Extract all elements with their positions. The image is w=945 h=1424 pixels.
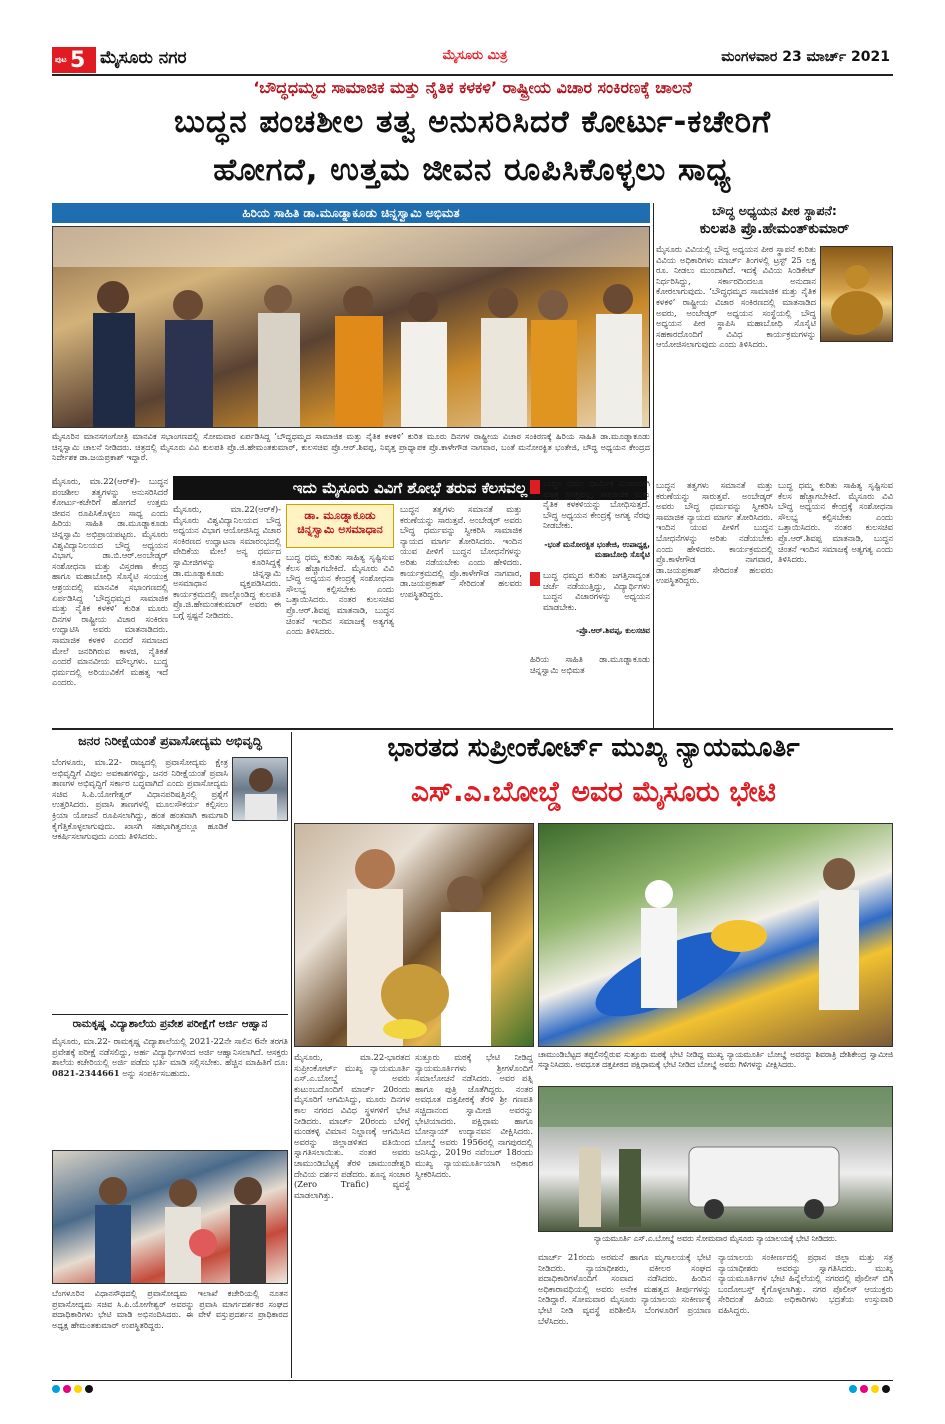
center-box-title-2: ಚಿನ್ನಸ್ವಾಮಿ ಅಸಮಾಧಾನ bbox=[297, 523, 383, 536]
lead-subhead: ಹಿರಿಯ ಸಾಹಿತಿ ಡಾ.ಮೂಡ್ನಾಕೂಡು ಚಿನ್ನಸ್ವಾಮಿ ಅಭಿಮತ bbox=[52, 203, 650, 223]
quote-mark-icon bbox=[530, 480, 540, 494]
cji-parrot-photo bbox=[538, 823, 893, 1047]
registration-marks-left bbox=[52, 1384, 96, 1394]
registration-dot bbox=[860, 1385, 868, 1393]
cji-headline-line1: ಭಾರತದ ಸುಪ್ರೀಂಕೋರ್ಟ್ ಮುಖ್ಯ ನ್ಯಾಯಮೂರ್ತಿ bbox=[387, 733, 800, 763]
cji-caption-1: ಚಾಮುಂಡಿಬೆಟ್ಟದ ತಪ್ಪಲಿನಲ್ಲಿರುವ ಸುತ್ತೂರು ಮಠಕ್ಕೆ ಭೇಟಿ ನೀಡಿದ್ದ ಮುಖ್ಯ ನ್ಯಾಯಮೂರ್ತಿ ಬೋಬ್ಡೆ ಅವರನ್ನು ಶಿವರಾತ್ರಿ ದೇಶಿಕೇಂದ್ರ ಸ್ವಾಮೀಜಿ ಸನ್ಮಾನಿಸಿದರು. ಅವಧೂತ ದತ್ತಪೀಠದ ಪಕ್ಷಿಧಾಮಕ್ಕೆ ಭೇಟಿ ನೀಡಿದ ಬೋಬ್ಡೆ ಅವರು ಗಿಳಿಗಳನ್ನು ವೀಕ್ಷಿಸಿದರು. bbox=[538, 1050, 893, 1069]
lead-headline-line2: ಹೋಗದೆ, ಉತ್ತಮ ಜೀವನ ರೂಪಿಸಿಕೊಳ್ಳಲು ಸಾಧ್ಯ bbox=[213, 152, 732, 188]
people-greeting-icon bbox=[53, 1151, 288, 1284]
cji-court-photo bbox=[538, 1086, 893, 1232]
side-story-headline-2: ಕುಲಪತಿ ಪ್ರೊ.ಹೇಮಂತ್‌ಕುಮಾರ್ bbox=[699, 221, 850, 237]
quote-1-text: ಬುದ್ಧನ ಧರ್ಮ ಧಾರ್ಮಿಕ ವಿಚಾರವಾಗಿ ಮಾತ್ರ ಪ್ರಸಕ್ತವಲ್ಲ, ಸಾಮಾಜಿಕ ಮತ್ತು ನೈತಿಕ ಕಳಕಳಿಯನ್ನು ಬೋಧಿಸುತ್ತದೆ. ಬೌದ್ಧ ಅಧ್ಯಯನ ಕೇಂದ್ರಕ್ಕೆ ಅಗತ್ಯ ನೆರವು ನೀಡಬೇಕು. bbox=[543, 478, 650, 531]
people-felicitation-icon bbox=[295, 824, 534, 1047]
paper-name: ಮೈಸೂರು ಮಿತ್ರ bbox=[442, 48, 508, 63]
greeting-photo bbox=[52, 1150, 288, 1284]
mid-strip-headline: ಇದು ಮೈಸೂರು ವಿವಿಗೆ ಶೋಭೆ ತರುವ ಕೆಲಸವಲ್ಲ bbox=[173, 476, 647, 500]
lead-kicker: ‘ಬೌದ್ಧಧಮ್ಮದ ಸಾಮಾಜಿಕ ಮತ್ತು ನೈತಿಕ ಕಳಕಳಿ’ ರಾಷ್ಟ್ರೀಯ ವಿಚಾರ ಸಂಕಿರಣಕ್ಕೆ ಚಾಲನೆ bbox=[253, 78, 692, 97]
tourism-headline: ಜನರ ನಿರೀಕ್ಷೆಯಂತೆ ಪ್ರವಾಸೋದ್ಯಮ ಅಭಿವೃದ್ಧಿ bbox=[78, 733, 262, 748]
tourism-body: ಬೆಂಗಳೂರು, ಮಾ.22- ರಾಜ್ಯದಲ್ಲಿ ಪ್ರವಾಸೋದ್ಯಮ ಕ್ಷೇತ್ರ ಅಭಿವೃದ್ಧಿಗೆ ವಿಪುಲ ಅವಕಾಶಗಳಿದ್ದು, ಜನರ ನಿರೀಕ್ಷೆಯಂತೆ ಪ್ರವಾಸಿ ತಾಣಗಳ ಅಭಿವೃದ್ಧಿಗೆ ಸರ್ಕಾರ ಬದ್ಧವಾಗಿದೆ ಎಂದು ಪ್ರವಾಸೋದ್ಯಮ ಸಚಿವ ಸಿ.ಪಿ.ಯೋಗೇಶ್ವರ್ ವಿಧಾನಪರಿಷತ್ತಿನಲ್ಲಿ ಪ್ರಶ್ನೆಗೆ ಉತ್ತರಿಸಿದರು. ಪ್ರವಾಸಿ ತಾಣಗಳಲ್ಲಿ ಮೂಲಸೌಕರ್ಯ ಕಲ್ಪಿಸಲು ಕ್ರಿಯಾ ಯೋಜನೆ ರೂಪಿಸಲಾಗಿದ್ದು, ಹಂತ ಹಂತವಾಗಿ ಕಾಮಗಾರಿ ಕೈಗೆತ್ತಿಕೊಳ್ಳಲಾಗುವುದು. ಖಾಸಗಿ ಸಹಭಾಗಿತ್ವದಲ್ಲೂ ಹೂಡಿಕೆ ಆಕರ್ಷಿಸಲಾಗುವುದು ಎಂದು ತಿಳಿಸಿದರು. bbox=[52, 757, 228, 842]
quote-2-attribution: -ಪ್ರೊ.ಆರ್.ಶಿವಪ್ಪ, ಕುಲಸಚಿವ bbox=[575, 626, 650, 635]
quote-continuation: ಹಿರಿಯ ಸಾಹಿತಿ ಡಾ.ಮೂಡ್ನಾಕೂಡು ಚಿನ್ನಸ್ವಾಮಿ ಅಭಿಮತ bbox=[530, 654, 650, 675]
quote-mark-icon bbox=[530, 572, 540, 586]
registration-dot bbox=[849, 1385, 857, 1393]
quote-1-attribution: -ಭಂತೆ ಮನೋರಕ್ಖಿತ ಭಂತೇಜಿ, ಉಪಾಧ್ಯಕ್ಷ, ಮಹಾಬೋಧಿ ಸೊಸೈಟಿ bbox=[544, 540, 650, 559]
registration-dot bbox=[871, 1385, 879, 1393]
rk-headline: ರಾಮಕೃಷ್ಣ ವಿದ್ಯಾಶಾಲೆಯ ಪ್ರವೇಶ ಪರೀಕ್ಷೆಗೆ ಅರ್ಜಿ ಆಹ್ವಾನ bbox=[52, 1014, 288, 1032]
registration-dot bbox=[52, 1385, 60, 1393]
registration-dot bbox=[882, 1385, 890, 1393]
side-story-headline-1: ಬೌದ್ಧ ಅಧ್ಯಯನ ಪೀಠ ಸ್ಥಾಪನೆ: bbox=[712, 203, 837, 218]
lead-headline-line1: ಬುದ್ಧನ ಪಂಚಶೀಲ ತತ್ವ ಅನುಸರಿಸಿದರೆ ಕೋರ್ಟು-ಕಚೇರಿಗೆ bbox=[173, 104, 772, 140]
registration-dot bbox=[74, 1385, 82, 1393]
lead-photo-inauguration bbox=[52, 226, 650, 428]
quote-box-2 bbox=[530, 570, 650, 650]
center-box-title-1: ಡಾ. ಮೂಡ್ನಾಕೂಡು bbox=[304, 509, 376, 522]
cji-caption-2: ನ್ಯಾಯಮೂರ್ತಿ ಎಸ್.ಎ.ಬೋಬ್ಡೆ ಅವರು ಸೋಮವಾರ ಮೈಸೂರು ನ್ಯಾಯಾಲಯಕ್ಕೆ ಭೇಟಿ ನೀಡಿದರು. bbox=[593, 1234, 838, 1243]
column-rule bbox=[653, 203, 654, 728]
side-story-body: ಮೈಸೂರು ವಿವಿಯಲ್ಲಿ ಬೌದ್ಧ ಅಧ್ಯಯನ ಪೀಠ ಸ್ಥಾಪನೆ ಕುರಿತು ವಿವಿಯ ಅಧಿಕಾರಿಗಳು ಮಾರ್ಚ್ ತಿಂಗಳಲ್ಲಿ ಟ್ರಸ್ಟ್ 25 ಲಕ್ಷ ರೂ. ನೀಡಲು ಮುಂದಾಗಿದೆ. ಇದಕ್ಕೆ ವಿವಿಯ ಸಿಂಡಿಕೇಟ್ ನಿರ್ಧರಿಸಿದ್ದು, ಸರ್ಕಾರದಿಂದಲೂ ಅನುದಾನ ಕೋರಲಾಗುವುದು. ‘ಬೌದ್ಧಧಮ್ಮದ ಸಾಮಾಜಿಕ ಮತ್ತು ನೈತಿಕ ಕಳಕಳಿ’ ರಾಷ್ಟ್ರೀಯ ವಿಚಾರ ಸಂಕಿರಣದಲ್ಲಿ ಮಾತನಾಡಿದ ಅವರು, ಅಂಬೇಡ್ಕರ್ ಅಧ್ಯಯನ ಸಂಸ್ಥೆಯಲ್ಲಿ ಬೌದ್ಧ ಅಧ್ಯಯನ ಪೀಠ ಸ್ಥಾಪಿಸಿ ಮಹಾಬೋಧಿ ಸೊಸೈಟಿ ಸಹಕಾರದೊಂದಿಗೆ ವಿವಿಧ ಕಾರ್ಯಕ್ರಮಗಳನ್ನು ಆಯೋಜಿಸಲಾಗುವುದು ಎಂದು ತಿಳಿಸಿದರು. bbox=[656, 244, 816, 350]
rk-body-end: ಅನ್ನು ಸಂಪರ್ಕಿಸಬಹುದು. bbox=[122, 1067, 190, 1078]
page-number-badge bbox=[52, 47, 96, 73]
section-divider bbox=[52, 728, 893, 730]
cji-col-1: ಮೈಸೂರು, ಮಾ.22-ಭಾರತದ ಸುಪ್ರೀಂಕೋರ್ಟ್ ಮುಖ್ಯ ನ್ಯಾಯಮೂರ್ತಿ ಎಸ್.ಎ.ಬೋಬ್ಡೆ ಅವರು ಕುಟುಂಬದೊಂದಿಗೆ ಮಾರ್ಚ್ 20ರಂದು ಮೈಸೂರಿಗೆ ಆಗಮಿಸಿದ್ದು, ಮೂರು ದಿನಗಳ ಕಾಲ ನಗರದ ವಿವಿಧ ಸ್ಥಳಗಳಿಗೆ ಭೇಟಿ ನೀಡಿದರು. ಮಾರ್ಚ್ 20ರಂದು ಬೆಳಿಗ್ಗೆ ಮಂಡಕಳ್ಳಿ ವಿಮಾನ ನಿಲ್ದಾಣಕ್ಕೆ ಆಗಮಿಸಿದ ಅವರನ್ನು ಜಿಲ್ಲಾಡಳಿತದ ವತಿಯಿಂದ ಸ್ವಾಗತಿಸಲಾಯಿತು. ನಂತರ ಅವರು ಚಾಮುಂಡಿಬೆಟ್ಟಕ್ಕೆ ತೆರಳಿ ಚಾಮುಂಡೇಶ್ವರಿ ದೇವಿಯ ದರ್ಶನ ಪಡೆದರು. ಶೂನ್ಯ ಸಂಚಾರ (Zero Trafic) ವ್ಯವಸ್ಥೆ ಮಾಡಲಾಗಿತ್ತು. bbox=[294, 1052, 410, 1200]
greeting-caption: ಬೆಂಗಳೂರಿನ ವಿಧಾನಸೌಧದಲ್ಲಿ ಪ್ರವಾಸೋದ್ಯಮ ಇಲಾಖೆ ಕಚೇರಿಯಲ್ಲಿ ನೂತನ ಪ್ರವಾಸೋದ್ಯಮ ಸಚಿವ ಸಿ.ಪಿ.ಯೋಗೇಶ್ವರ್ ಅವರನ್ನು ಪ್ರವಾಸಿ ಮಾರ್ಗದರ್ಶಕರ ಸಂಘದ ಪದಾಧಿಕಾರಿಗಳು ಭೇಟಿ ಮಾಡಿ ಅಭಿನಂದಿಸಿದರು. ಈ ವೇಳೆ ವಸ್ತುಪ್ರದರ್ಶನ ಪ್ರಾಧಿಕಾರದ ಅಧ್ಯಕ್ಷ ಹೇಮಂತಕುಮಾರ್ ಉಪಸ್ಥಿತರಿದ್ದರು. bbox=[52, 1288, 288, 1330]
person-icon bbox=[233, 758, 288, 821]
registration-dot bbox=[63, 1385, 71, 1393]
center-article-body: ಮೈಸೂರು, ಮಾ.22(ಆರ್‌ಕೆ)- ಮೈಸೂರು ವಿಶ್ವವಿದ್ಯಾನಿಲಯದ ಬೌದ್ಧ ಅಧ್ಯಯನ ವಿಭಾಗ ಆಯೋಜಿಸಿದ್ದ ವಿಚಾರ ಸಂಕಿರಣದ ಉದ್ಘಾಟನಾ ಸಮಾರಂಭದಲ್ಲಿ ವೇದಿಕೆಯ ಮೇಲೆ ಅನ್ಯ ಧರ್ಮದ ಸ್ವಾಮೀಜಿಗಳನ್ನು ಕೂರಿಸಿದ್ದಕ್ಕೆ ಡಾ.ಮೂಡ್ನಾಕೂಡು ಚಿನ್ನಸ್ವಾಮಿ ಅಸಮಾಧಾನ ವ್ಯಕ್ತಪಡಿಸಿದರು. ಕಾರ್ಯಕ್ರಮದಲ್ಲಿ ಪಾಲ್ಗೊಂಡಿದ್ದ ಕುಲಪತಿ ಪ್ರೊ.ಜಿ.ಹೇಮಂತಕುಮಾರ್ ಅವರು ಈ ಬಗ್ಗೆ ಸ್ಪಷ್ಟನೆ ನೀಡಿದರು. bbox=[173, 504, 281, 620]
cji-felicitation-photo bbox=[294, 823, 534, 1047]
buddha-icon bbox=[821, 247, 893, 342]
buddha-statue-photo bbox=[820, 246, 893, 342]
rk-body bbox=[52, 1036, 288, 1146]
quote-2-text: ಬುದ್ಧ ಧಮ್ಮದ ಕುರಿತು ಜಗತ್ತಿನಾದ್ಯಂತ ಚರ್ಚೆ ನಡೆಯುತ್ತಿದ್ದು, ವಿದ್ಯಾರ್ಥಿಗಳು ಬುದ್ಧನ ವಿಚಾರಗಳನ್ನು ಅಧ್ಯಯನ ಮಾಡಬೇಕು. bbox=[543, 570, 650, 612]
footer-rule bbox=[52, 1380, 893, 1381]
center-box bbox=[286, 504, 394, 548]
issue-date: ಮಂಗಳವಾರ 23 ಮಾರ್ಚ್ 2021 bbox=[721, 49, 890, 65]
center-article-body-3: ಬುದ್ಧನ ತತ್ವಗಳು ಸಮಾನತೆ ಮತ್ತು ಕರುಣೆಯನ್ನು ಸಾರುತ್ತವೆ. ಅಂಬೇಡ್ಕರ್ ಅವರು ಬೌದ್ಧ ಧರ್ಮವನ್ನು ಸ್ವೀಕರಿಸಿ ಸಾಮಾಜಿಕ ನ್ಯಾಯದ ಮಾರ್ಗ ತೋರಿಸಿದರು. ಇಂದಿನ ಯುವ ಪೀಳಿಗೆ ಬುದ್ಧನ ಬೋಧನೆಗಳನ್ನು ಅರಿತು ನಡೆಯಬೇಕು ಎಂದು ಹೇಳಿದರು. ಕಾರ್ಯಕ್ರಮದಲ್ಲಿ ಪ್ರೊ.ಕಾಳೇಗೌಡ ನಾಗವಾರ, ಡಾ.ಜಯಪ್ರಕಾಶ್ ಸೇರಿದಂತೆ ಹಲವರು ಉಪಸ್ಥಿತರಿದ್ದರು. bbox=[400, 504, 522, 599]
quote-box-1 bbox=[530, 478, 650, 566]
rk-phone: 0821-2344661 bbox=[52, 1067, 120, 1078]
page-number: 5 bbox=[70, 48, 86, 73]
rk-body-text: ಮೈಸೂರು, ಮಾ.22- ರಾಮಕೃಷ್ಣ ವಿದ್ಯಾಶಾಲೆಯಲ್ಲಿ 2021-22ನೇ ಸಾಲಿನ 6ನೇ ತರಗತಿ ಪ್ರವೇಶಕ್ಕೆ ಪರೀಕ್ಷೆ ನಡೆಸಲಿದ್ದು, ಅರ್ಹ ವಿದ್ಯಾರ್ಥಿಗಳಿಂದ ಅರ್ಜಿ ಆಹ್ವಾನಿಸಲಾಗಿದೆ. ಆಸಕ್ತರು ಶಾಲೆಯ ಕಚೇರಿಯಲ್ಲಿ ಅರ್ಜಿ ಪಡೆದು ಭರ್ತಿ ಮಾಡಿ ಸಲ್ಲಿಸಬೇಕು. ಹೆಚ್ಚಿನ ಮಾಹಿತಿಗೆ ದೂ: bbox=[52, 1036, 288, 1068]
section-name: ಮೈಸೂರು ನಗರ bbox=[100, 48, 187, 68]
left-article-body: ಮೈಸೂರು, ಮಾ.22(ಆರ್‌ಕೆ)- ಬುದ್ಧನ ಪಂಚಶೀಲ ತತ್ವಗಳನ್ನು ಅನುಸರಿಸಿದರೆ ಕೋರ್ಟು-ಕಚೇರಿಗೆ ಹೋಗದೆ ಉತ್ತಮ ಜೀವನ ರೂಪಿಸಿಕೊಳ್ಳಲು ಸಾಧ್ಯ ಎಂದು ಹಿರಿಯ ಸಾಹಿತಿ ಡಾ.ಮೂಡ್ನಾಕೂಡು ಚಿನ್ನಸ್ವಾಮಿ ಅಭಿಪ್ರಾಯಪಟ್ಟರು. ಮೈಸೂರು ವಿಶ್ವವಿದ್ಯಾನಿಲಯದ ಬೌದ್ಧ ಅಧ್ಯಯನ ವಿಭಾಗ, ಡಾ.ಬಿ.ಆರ್.ಅಂಬೇಡ್ಕರ್ ಸಂಶೋಧನಾ ಮತ್ತು ವಿಸ್ತರಣಾ ಕೇಂದ್ರ ಹಾಗೂ ಮಹಾಬೋಧಿ ಸೊಸೈಟಿ ಸಂಯುಕ್ತ ಆಶ್ರಯದಲ್ಲಿ ಮಾನವಿಕ ಸಭಾಂಗಣದಲ್ಲಿ ಏರ್ಪಡಿಸಿದ್ದ ‘ಬೌದ್ಧಧಮ್ಮದ ಸಾಮಾಜಿಕ ಮತ್ತು ನೈತಿಕ ಕಳಕಳಿ’ ಕುರಿತ ಮೂರು ದಿನಗಳ ರಾಷ್ಟ್ರೀಯ ವಿಚಾರ ಸಂಕಿರಣ ಉದ್ಘಾಟಿಸಿ ಅವರು ಮಾತನಾಡಿದರು. ಸಾಮಾಜಿಕ ಕಳಕಳಿ ಎಂದರೆ ಸಮಾಜದ ಮೇಲೆ ಜನರಿಗಿರುವ ಕಾಳಜಿ, ನೈತಿಕತೆ ಎಂದರೆ ಮಾನವೀಯ ಮೌಲ್ಯಗಳು. ಬುದ್ಧ ಧರ್ಮದಲ್ಲಿ ಅರಿಯುವಿಕೆಗೆ ಮಹತ್ವ ಇದೆ ಎಂದರು. bbox=[52, 476, 168, 688]
masthead-rule bbox=[52, 74, 893, 76]
people-silhouettes-icon bbox=[53, 227, 650, 428]
cji-headline-line2: ಎಸ್.ಎ.ಬೋಬ್ಡೆ ಅವರ ಮೈಸೂರು ಭೇಟಿ bbox=[411, 775, 776, 808]
right-article-body: ಬುದ್ಧನ ತತ್ವಗಳು ಸಮಾನತೆ ಮತ್ತು ಕರುಣೆಯನ್ನು ಸಾರುತ್ತವೆ. ಅಂಬೇಡ್ಕರ್ ಅವರು ಬೌದ್ಧ ಧರ್ಮವನ್ನು ಸ್ವೀಕರಿಸಿ ಸಾಮಾಜಿಕ ನ್ಯಾಯದ ಮಾರ್ಗ ತೋರಿಸಿದರು. ಇಂದಿನ ಯುವ ಪೀಳಿಗೆ ಬುದ್ಧನ ಬೋಧನೆಗಳನ್ನು ಅರಿತು ನಡೆಯಬೇಕು ಎಂದು ಹೇಳಿದರು. ಕಾರ್ಯಕ್ರಮದಲ್ಲಿ ಪ್ರೊ.ಕಾಳೇಗೌಡ ನಾಗವಾರ, ಡಾ.ಜಯಪ್ರಕಾಶ್ ಸೇರಿದಂತೆ ಹಲವರು ಉಪಸ್ಥಿತರಿದ್ದರು. bbox=[656, 480, 773, 586]
parrot-icon bbox=[539, 824, 893, 1047]
cji-col-2: ಸುತ್ತೂರು ಮಠಕ್ಕೆ ಭೇಟಿ ನೀಡಿದ್ದ ನ್ಯಾಯಮೂರ್ತಿಗಳು ಶ್ರೀಗಳೊಂದಿಗೆ ಸಮಾಲೋಚನೆ ನಡೆಸಿದರು. ಅವರ ಪತ್ನಿ ಹಾಗೂ ಪುತ್ರಿ ಜೊತೆಗಿದ್ದರು. ನಂತರ ಅವಧೂತ ದತ್ತಪೀಠಕ್ಕೆ ತೆರಳಿ ಶ್ರೀ ಗಣಪತಿ ಸಚ್ಚಿದಾನಂದ ಸ್ವಾಮೀಜಿ ಅವರನ್ನು ಭೇಟಿಯಾದರು. ಪಕ್ಷಿಧಾಮ ಹಾಗೂ ಬೋನ್ಸಾಯ್ ಉದ್ಯಾನವನ ವೀಕ್ಷಿಸಿದರು. ಬೋಬ್ಡೆ ಅವರು 1956ರಲ್ಲಿ ನಾಗಪುರದಲ್ಲಿ ಜನಿಸಿದ್ದು, 2019ರ ನವೆಂಬರ್ 18ರಂದು ಮುಖ್ಯ ನ್ಯಾಯಮೂರ್ತಿಯಾಗಿ ಅಧಿಕಾರ ಸ್ವೀಕರಿಸಿದರು. bbox=[415, 1052, 533, 1179]
cji-col-4: ನ್ಯಾಯಾಲಯ ಸಂಕೀರ್ಣದಲ್ಲಿ ಪ್ರಧಾನ ಜಿಲ್ಲಾ ಮತ್ತು ಸತ್ರ ನ್ಯಾಯಾಧೀಶರು ಅವರನ್ನು ಸ್ವಾಗತಿಸಿದರು. ಮುಖ್ಯ ನ್ಯಾಯಮೂರ್ತಿಗಳ ಭೇಟಿ ಹಿನ್ನೆಲೆಯಲ್ಲಿ ನಗರದಲ್ಲಿ ಪೊಲೀಸ್ ಬಿಗಿ ಬಂದೋಬಸ್ತ್ ಕೈಗೊಳ್ಳಲಾಗಿತ್ತು. ನಗರ ಪೊಲೀಸ್ ಆಯುಕ್ತರು ಸೇರಿದಂತೆ ಹಿರಿಯ ಅಧಿಕಾರಿಗಳು ಭದ್ರತೆಯ ಉಸ್ತುವಾರಿ ವಹಿಸಿದ್ದರು. bbox=[718, 1252, 893, 1315]
car-icon bbox=[539, 1087, 893, 1232]
page-label: ಪುಟ bbox=[55, 55, 67, 64]
column-rule bbox=[291, 732, 292, 1378]
minister-portrait bbox=[232, 757, 288, 821]
right-article-body-2: ಬುದ್ಧ ಧಮ್ಮ ಕುರಿತು ಸಾಹಿತ್ಯ ಸೃಷ್ಟಿಸುವ ಕೆಲಸ ಹೆಚ್ಚಾಗಬೇಕಿದೆ. ಮೈಸೂರು ವಿವಿ ಬೌದ್ಧ ಅಧ್ಯಯನ ಕೇಂದ್ರಕ್ಕೆ ಸಂಶೋಧನಾ ಸೌಲಭ್ಯ ಕಲ್ಪಿಸಬೇಕು ಎಂದು ಒತ್ತಾಯಿಸಿದರು. ನಂತರ ಕುಲಸಚಿವ ಪ್ರೊ.ಆರ್.ಶಿವಪ್ಪ ಮಾತನಾಡಿ, ಬುದ್ಧನ ಚಿಂತನೆ ಇಂದಿನ ಸಮಾಜಕ್ಕೆ ಅತ್ಯಗತ್ಯ ಎಂದು ತಿಳಿಸಿದರು. bbox=[778, 480, 893, 565]
registration-dot bbox=[85, 1385, 93, 1393]
lead-photo-caption: ಮೈಸೂರಿನ ಮಾನಸಗಂಗೋತ್ರಿ ಮಾನವಿಕ ಸಭಾಂಗಣದಲ್ಲಿ ಸೋಮವಾರ ಏರ್ಪಡಿಸಿದ್ದ ‘ಬೌದ್ಧಧಮ್ಮದ ಸಾಮಾಜಿಕ ಮತ್ತು ನೈತಿಕ ಕಳಕಳಿ’ ಕುರಿತ ಮೂರು ದಿನಗಳ ರಾಷ್ಟ್ರೀಯ ವಿಚಾರ ಸಂಕಿರಣಕ್ಕೆ ಹಿರಿಯ ಸಾಹಿತಿ ಡಾ.ಮೂಡ್ನಾಕೂಡು ಚಿನ್ನಸ್ವಾಮಿ ಚಾಲನೆ ನೀಡಿದರು. ಚಿತ್ರದಲ್ಲಿ ಮೈಸೂರು ವಿವಿ ಕುಲಪತಿ ಪ್ರೊ.ಜಿ.ಹೇಮಂತಕುಮಾರ್, ಕುಲಸಚಿವ ಪ್ರೊ.ಆರ್.ಶಿವಪ್ಪ, ನಿವೃತ್ತ ಪ್ರಾಧ್ಯಾಪಕ ಪ್ರೊ.ಕಾಳೇಗೌಡ ನಾಗವಾರ, ಬಂತೆ ಮನೋರಕ್ಖಿತ ಭಂತೇಜಿ, ಬೌದ್ಧ ಅಧ್ಯಯನ ಕೇಂದ್ರದ ನಿರ್ದೇಶಕ ಡಾ.ಜಯಪ್ರಕಾಶ್ ಇದ್ದಾರೆ. bbox=[52, 431, 650, 462]
cji-col-3: ಮಾರ್ಚ್ 21ರಂದು ಅರಮನೆ ಹಾಗೂ ಮೃಗಾಲಯಕ್ಕೆ ಭೇಟಿ ನೀಡಿದರು. ನ್ಯಾಯಾಧೀಶರು, ವಕೀಲರ ಸಂಘದ ಪದಾಧಿಕಾರಿಗಳೊಂದಿಗೆ ಸಂವಾದ ನಡೆಸಿದರು. ಹಿಂದಿನ ಅಧಿಕಾರಾವಧಿಯಲ್ಲಿ ಅವರು ಅನೇಕ ಮಹತ್ವದ ತೀರ್ಪುಗಳನ್ನು ನೀಡಿದ್ದಾರೆ. ಸೋಮವಾರ ಮೈಸೂರು ನ್ಯಾಯಾಲಯ ಸಂಕೀರ್ಣಕ್ಕೆ ಭೇಟಿ ನೀಡಿ ವ್ಯವಸ್ಥೆ ಪರಿಶೀಲಿಸಿ ಬೆಂಗಳೂರಿಗೆ ಪ್ರಯಾಣ ಬೆಳೆಸಿದರು. bbox=[538, 1252, 711, 1326]
center-article-body-2: ಬುದ್ಧ ಧಮ್ಮ ಕುರಿತು ಸಾಹಿತ್ಯ ಸೃಷ್ಟಿಸುವ ಕೆಲಸ ಹೆಚ್ಚಾಗಬೇಕಿದೆ. ಮೈಸೂರು ವಿವಿ ಬೌದ್ಧ ಅಧ್ಯಯನ ಕೇಂದ್ರಕ್ಕೆ ಸಂಶೋಧನಾ ಸೌಲಭ್ಯ ಕಲ್ಪಿಸಬೇಕು ಎಂದು ಒತ್ತಾಯಿಸಿದರು. ನಂತರ ಕುಲಸಚಿವ ಪ್ರೊ.ಆರ್.ಶಿವಪ್ಪ ಮಾತನಾಡಿ, ಬುದ್ಧನ ಚಿಂತನೆ ಇಂದಿನ ಸಮಾಜಕ್ಕೆ ಅತ್ಯಗತ್ಯ ಎಂದು ತಿಳಿಸಿದರು. bbox=[286, 552, 394, 637]
registration-marks-right bbox=[849, 1384, 893, 1394]
